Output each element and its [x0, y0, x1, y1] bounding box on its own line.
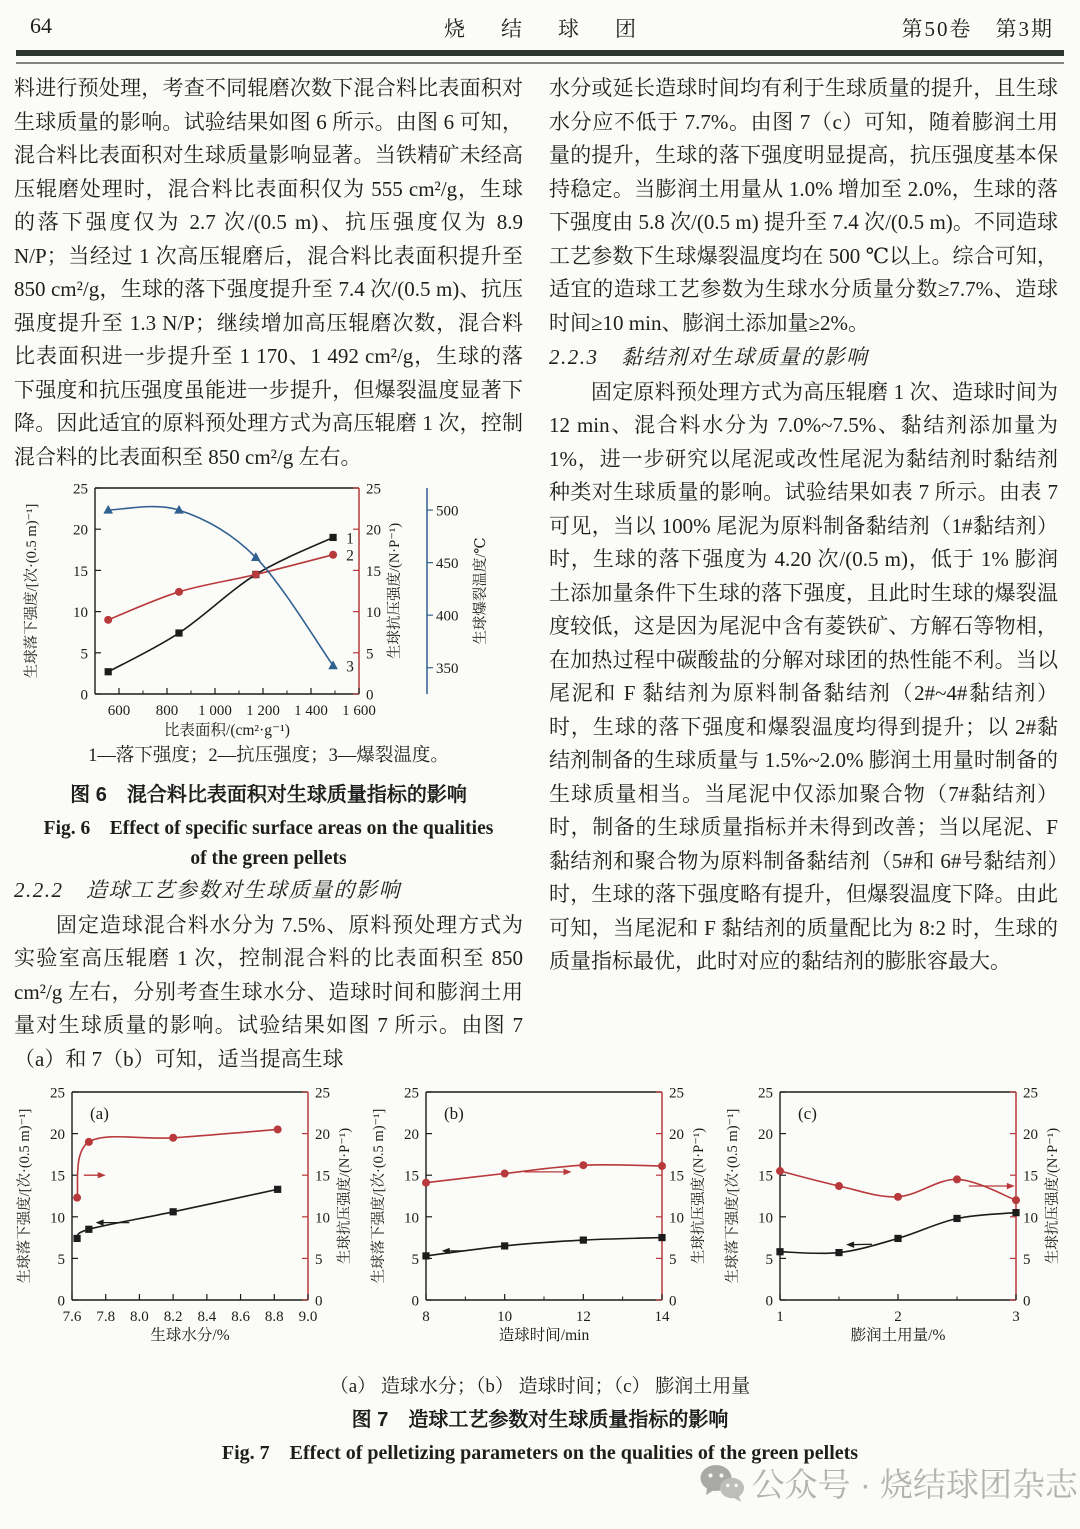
svg-text:0: 0: [315, 1293, 323, 1310]
svg-text:10: 10: [315, 1210, 330, 1227]
svg-text:15: 15: [315, 1168, 330, 1185]
svg-text:1 000: 1 000: [197, 703, 232, 719]
svg-text:生球抗压强度/(N·P⁻¹): 生球抗压强度/(N·P⁻¹): [386, 522, 403, 660]
paragraph: 水分或延长造球时间均有利于生球质量的提升，且生球水分应不低于 7.7%。由图 7（c）可知，随着膨润土用量的提升，生球的落下强度明显提高，抗压强度基本保持稳定。当膨润土用量从 1.0% 增加至 2.0%，生球的落下强度由 5.8 次/(0.5 m) 提升至 7.4 次/(0.5 m)。不同造球工艺参数下生球爆裂温度均在 500 ℃以上。综合可知，适宜的造球工艺参数为生球水分质量分数≥7.7%、造球时间≥10 min、膨润土添加量≥2%。: [549, 76, 1058, 335]
wechat-icon: [699, 1463, 745, 1503]
svg-text:15: 15: [365, 563, 381, 580]
svg-text:20: 20: [404, 1127, 419, 1144]
svg-text:25: 25: [1023, 1085, 1038, 1102]
svg-text:20: 20: [72, 522, 88, 539]
svg-text:生球落下强度/[次·(0.5 m)⁻¹]: 生球落下强度/[次·(0.5 m)⁻¹]: [371, 1108, 387, 1284]
svg-text:(c): (c): [798, 1104, 817, 1123]
svg-text:8.4: 8.4: [197, 1309, 217, 1325]
left-column: [14, 72, 523, 1076]
svg-text:(a): (a): [90, 1104, 109, 1123]
figure6-legend: 1—落下强度；2—抗压强度；3—爆裂温度。: [88, 746, 449, 766]
svg-text:0: 0: [57, 1293, 65, 1310]
paragraph: 固定造球混合料水分为 7.5%、原料预处理方式为实验室高压辊磨 1 次，控制混合料的比表面积至 850 cm²/g 左右，分别考查生球水分、造球时间和膨润土用量对生球质量的影响。试验结果如图 7 所示。由图 7（a）和 7（b）可知，适当提高生球: [14, 912, 523, 1071]
svg-text:8.6: 8.6: [231, 1309, 250, 1325]
svg-text:5: 5: [411, 1251, 419, 1268]
svg-text:5: 5: [765, 1251, 773, 1268]
svg-text:0: 0: [80, 687, 88, 704]
paragraph: 料进行预处理，考查不同辊磨次数下混合料比表面积对生球质量的影响。试验结果如图 6 所示。由图 6 可知，混合料比表面积对生球质量影响显著。当铁精矿未经高压辊磨处理时，混合料比表面积仅为 555 cm²/g，生球的落下强度仅为 2.7 次/(0.5 m)、抗压强度仅为 8.9 N/P；当经过 1 次高压辊磨后，混合料比表面积提升至 850 cm²/g，生球的落下强度提升至 7.4 次/(0.5 m)、抗压强度提升至 1.3 N/P；继续增加高压辊磨次数，混合料比表面积进一步提升至 1 170、1 492 cm²/g，生球的落下强度和抗压强度虽能进一步提升，但爆裂温度显著下降。因此适宜的原料预处理方式为高压辊磨 1 次，控制混合料的比表面积至 850 cm²/g 左右。: [14, 76, 523, 469]
svg-text:5: 5: [80, 646, 88, 663]
svg-text:0: 0: [365, 687, 373, 704]
svg-text:(b): (b): [444, 1104, 464, 1123]
svg-text:0: 0: [1023, 1293, 1031, 1310]
figure7b-chart: [366, 1078, 714, 1371]
svg-text:生球抗压强度/(N·P⁻¹): 生球抗压强度/(N·P⁻¹): [337, 1127, 353, 1265]
svg-text:14: 14: [654, 1309, 670, 1325]
svg-text:10: 10: [669, 1210, 684, 1227]
figure7-caption-en: Fig. 7 Effect of pelletizing parameters on the qualities of the green pellets: [221, 1442, 859, 1464]
svg-text:20: 20: [50, 1127, 65, 1144]
figure6-caption-en2: of the green pellets: [190, 848, 347, 869]
svg-text:10: 10: [1023, 1210, 1038, 1227]
figure6-chart: [14, 478, 523, 740]
right-column: [549, 72, 1058, 1076]
svg-text:2: 2: [894, 1309, 902, 1325]
svg-text:10: 10: [72, 605, 88, 622]
section-heading-223: 2.2.3 黏结剂对生球质量的影响: [549, 345, 869, 369]
svg-text:20: 20: [669, 1127, 684, 1144]
svg-text:0: 0: [765, 1293, 773, 1310]
svg-text:15: 15: [72, 563, 88, 580]
svg-text:5: 5: [57, 1251, 65, 1268]
svg-text:15: 15: [404, 1168, 419, 1185]
figure7: [0, 1078, 1080, 1371]
svg-text:生球爆裂温度/℃: 生球爆裂温度/℃: [472, 537, 489, 645]
page-header: [0, 0, 1080, 48]
svg-text:0: 0: [669, 1293, 677, 1310]
page-number: 64: [30, 13, 52, 38]
svg-text:生球抗压强度/(N·P⁻¹): 生球抗压强度/(N·P⁻¹): [691, 1127, 707, 1265]
svg-text:9.0: 9.0: [298, 1309, 318, 1325]
journal-title: 烧结球团: [444, 17, 672, 41]
svg-text:1: 1: [776, 1309, 784, 1325]
svg-text:1: 1: [345, 530, 354, 548]
svg-text:5: 5: [1023, 1251, 1031, 1268]
svg-text:10: 10: [497, 1309, 513, 1325]
svg-text:10: 10: [758, 1210, 773, 1227]
svg-text:8: 8: [422, 1309, 430, 1325]
watermark: [699, 1459, 1078, 1506]
svg-text:600: 600: [107, 703, 130, 719]
svg-text:1 200: 1 200: [245, 703, 280, 719]
figure6: [14, 478, 523, 872]
watermark-text: 公众号 · 烧结球团杂志: [751, 1466, 1078, 1503]
svg-text:25: 25: [72, 481, 88, 498]
figure7-subcaption: （a） 造球水分；（b） 造球时间；（c） 膨润土用量: [329, 1376, 751, 1397]
svg-text:膨润土用量/%: 膨润土用量/%: [850, 1327, 946, 1344]
issue-info: 第50卷 第3期: [901, 17, 1054, 41]
svg-text:500: 500: [435, 503, 458, 520]
svg-text:450: 450: [435, 556, 458, 573]
figure7c-chart: [720, 1078, 1068, 1371]
svg-text:7.8: 7.8: [96, 1309, 116, 1325]
svg-text:生球抗压强度/(N·P⁻¹): 生球抗压强度/(N·P⁻¹): [1045, 1127, 1061, 1265]
svg-text:15: 15: [50, 1168, 65, 1185]
svg-text:3: 3: [345, 658, 354, 676]
svg-text:生球落下强度/[次·(0.5 m)⁻¹]: 生球落下强度/[次·(0.5 m)⁻¹]: [725, 1108, 741, 1284]
svg-text:生球落下强度/[次·(0.5 m)⁻¹]: 生球落下强度/[次·(0.5 m)⁻¹]: [17, 1108, 33, 1284]
svg-text:25: 25: [404, 1085, 419, 1102]
svg-text:造球时间/min: 造球时间/min: [498, 1327, 590, 1344]
svg-text:350: 350: [435, 661, 458, 678]
svg-text:20: 20: [365, 522, 381, 539]
svg-text:5: 5: [315, 1251, 323, 1268]
svg-text:8.8: 8.8: [264, 1309, 284, 1325]
svg-text:25: 25: [365, 481, 381, 498]
figure7a-chart: [12, 1078, 360, 1371]
svg-text:15: 15: [758, 1168, 773, 1185]
svg-text:7.6: 7.6: [62, 1309, 82, 1325]
header-rule-thick: [16, 50, 1064, 56]
svg-text:8.0: 8.0: [130, 1309, 149, 1325]
svg-text:12: 12: [575, 1309, 591, 1325]
svg-text:10: 10: [404, 1210, 419, 1227]
svg-text:5: 5: [669, 1251, 677, 1268]
svg-text:1 400: 1 400: [293, 703, 328, 719]
svg-text:生球落下强度/[次·(0.5 m)⁻¹]: 生球落下强度/[次·(0.5 m)⁻¹]: [23, 503, 40, 679]
svg-text:比表面积/(cm²·g⁻¹): 比表面积/(cm²·g⁻¹): [163, 722, 290, 739]
figure6-caption-zh: 图 6 混合料比表面积对生球质量指标的影响: [70, 783, 467, 806]
svg-text:8.2: 8.2: [163, 1309, 183, 1325]
figure6-caption-en: Fig. 6 Effect of specific surface areas on the qualities: [43, 818, 494, 839]
svg-text:15: 15: [1023, 1168, 1038, 1185]
svg-text:400: 400: [435, 608, 458, 625]
svg-text:25: 25: [758, 1085, 773, 1102]
figure7-caption-zh: 图 7 造球工艺参数对生球质量指标的影响: [351, 1409, 729, 1431]
svg-text:20: 20: [1023, 1127, 1038, 1144]
svg-text:2: 2: [345, 547, 354, 565]
paragraph: 固定原料预处理方式为高压辊磨 1 次、造球时间为 12 min、混合料水分为 7.0%~7.5%、黏结剂添加量为 1%，进一步研究以尾泥或改性尾泥为黏结剂时黏结剂种类对生球质量的影响。试验结果如表 7 所示。由表 7 可见，当以 100% 尾泥为原料制备黏结剂（1#黏结剂）时，生球的落下强度为 4.20 次/(0.5 m)，低于 1% 膨润土添加量条件下生球的落下强度，且此时生球的爆裂温度较低，这是因为尾泥中含有菱铁矿、方解石等物相，在加热过程中碳酸盐的分解对球团的热性能不利。当以尾泥和 F 黏结剂为原料制备黏结剂（2#~4#黏结剂）时，生球的落下强度和爆裂温度均得到提升；以 2#黏结剂制备的生球质量与 1.5%~2.0% 膨润土用量时制备的生球质量相当。当尾泥中仅添加聚合物（7#黏结剂）时，制备的生球质量指标并未得到改善；当以尾泥、F 黏结剂和聚合物为原料制备黏结剂（5#和 6#号黏结剂）时，生球的落下强度略有提升，但爆裂温度下降。由此可知，当尾泥和 F 黏结剂的质量配比为 8:2 时，生球的质量指标最优，此时对应的黏结剂的膨胀容最大。: [549, 379, 1058, 973]
svg-text:3: 3: [1012, 1309, 1020, 1325]
svg-text:5: 5: [365, 646, 373, 663]
svg-text:10: 10: [50, 1210, 65, 1227]
svg-text:20: 20: [758, 1127, 773, 1144]
svg-text:15: 15: [669, 1168, 684, 1185]
svg-text:1 600: 1 600: [341, 703, 376, 719]
svg-text:25: 25: [669, 1085, 684, 1102]
svg-text:25: 25: [315, 1085, 330, 1102]
body-columns: [0, 64, 1080, 1076]
svg-text:0: 0: [411, 1293, 419, 1310]
svg-text:800: 800: [155, 703, 178, 719]
svg-text:10: 10: [365, 605, 381, 622]
svg-text:25: 25: [50, 1085, 65, 1102]
svg-text:20: 20: [315, 1127, 330, 1144]
section-heading-222: 2.2.2 造球工艺参数对生球质量的影响: [14, 878, 401, 902]
svg-text:生球水分/%: 生球水分/%: [150, 1327, 230, 1344]
